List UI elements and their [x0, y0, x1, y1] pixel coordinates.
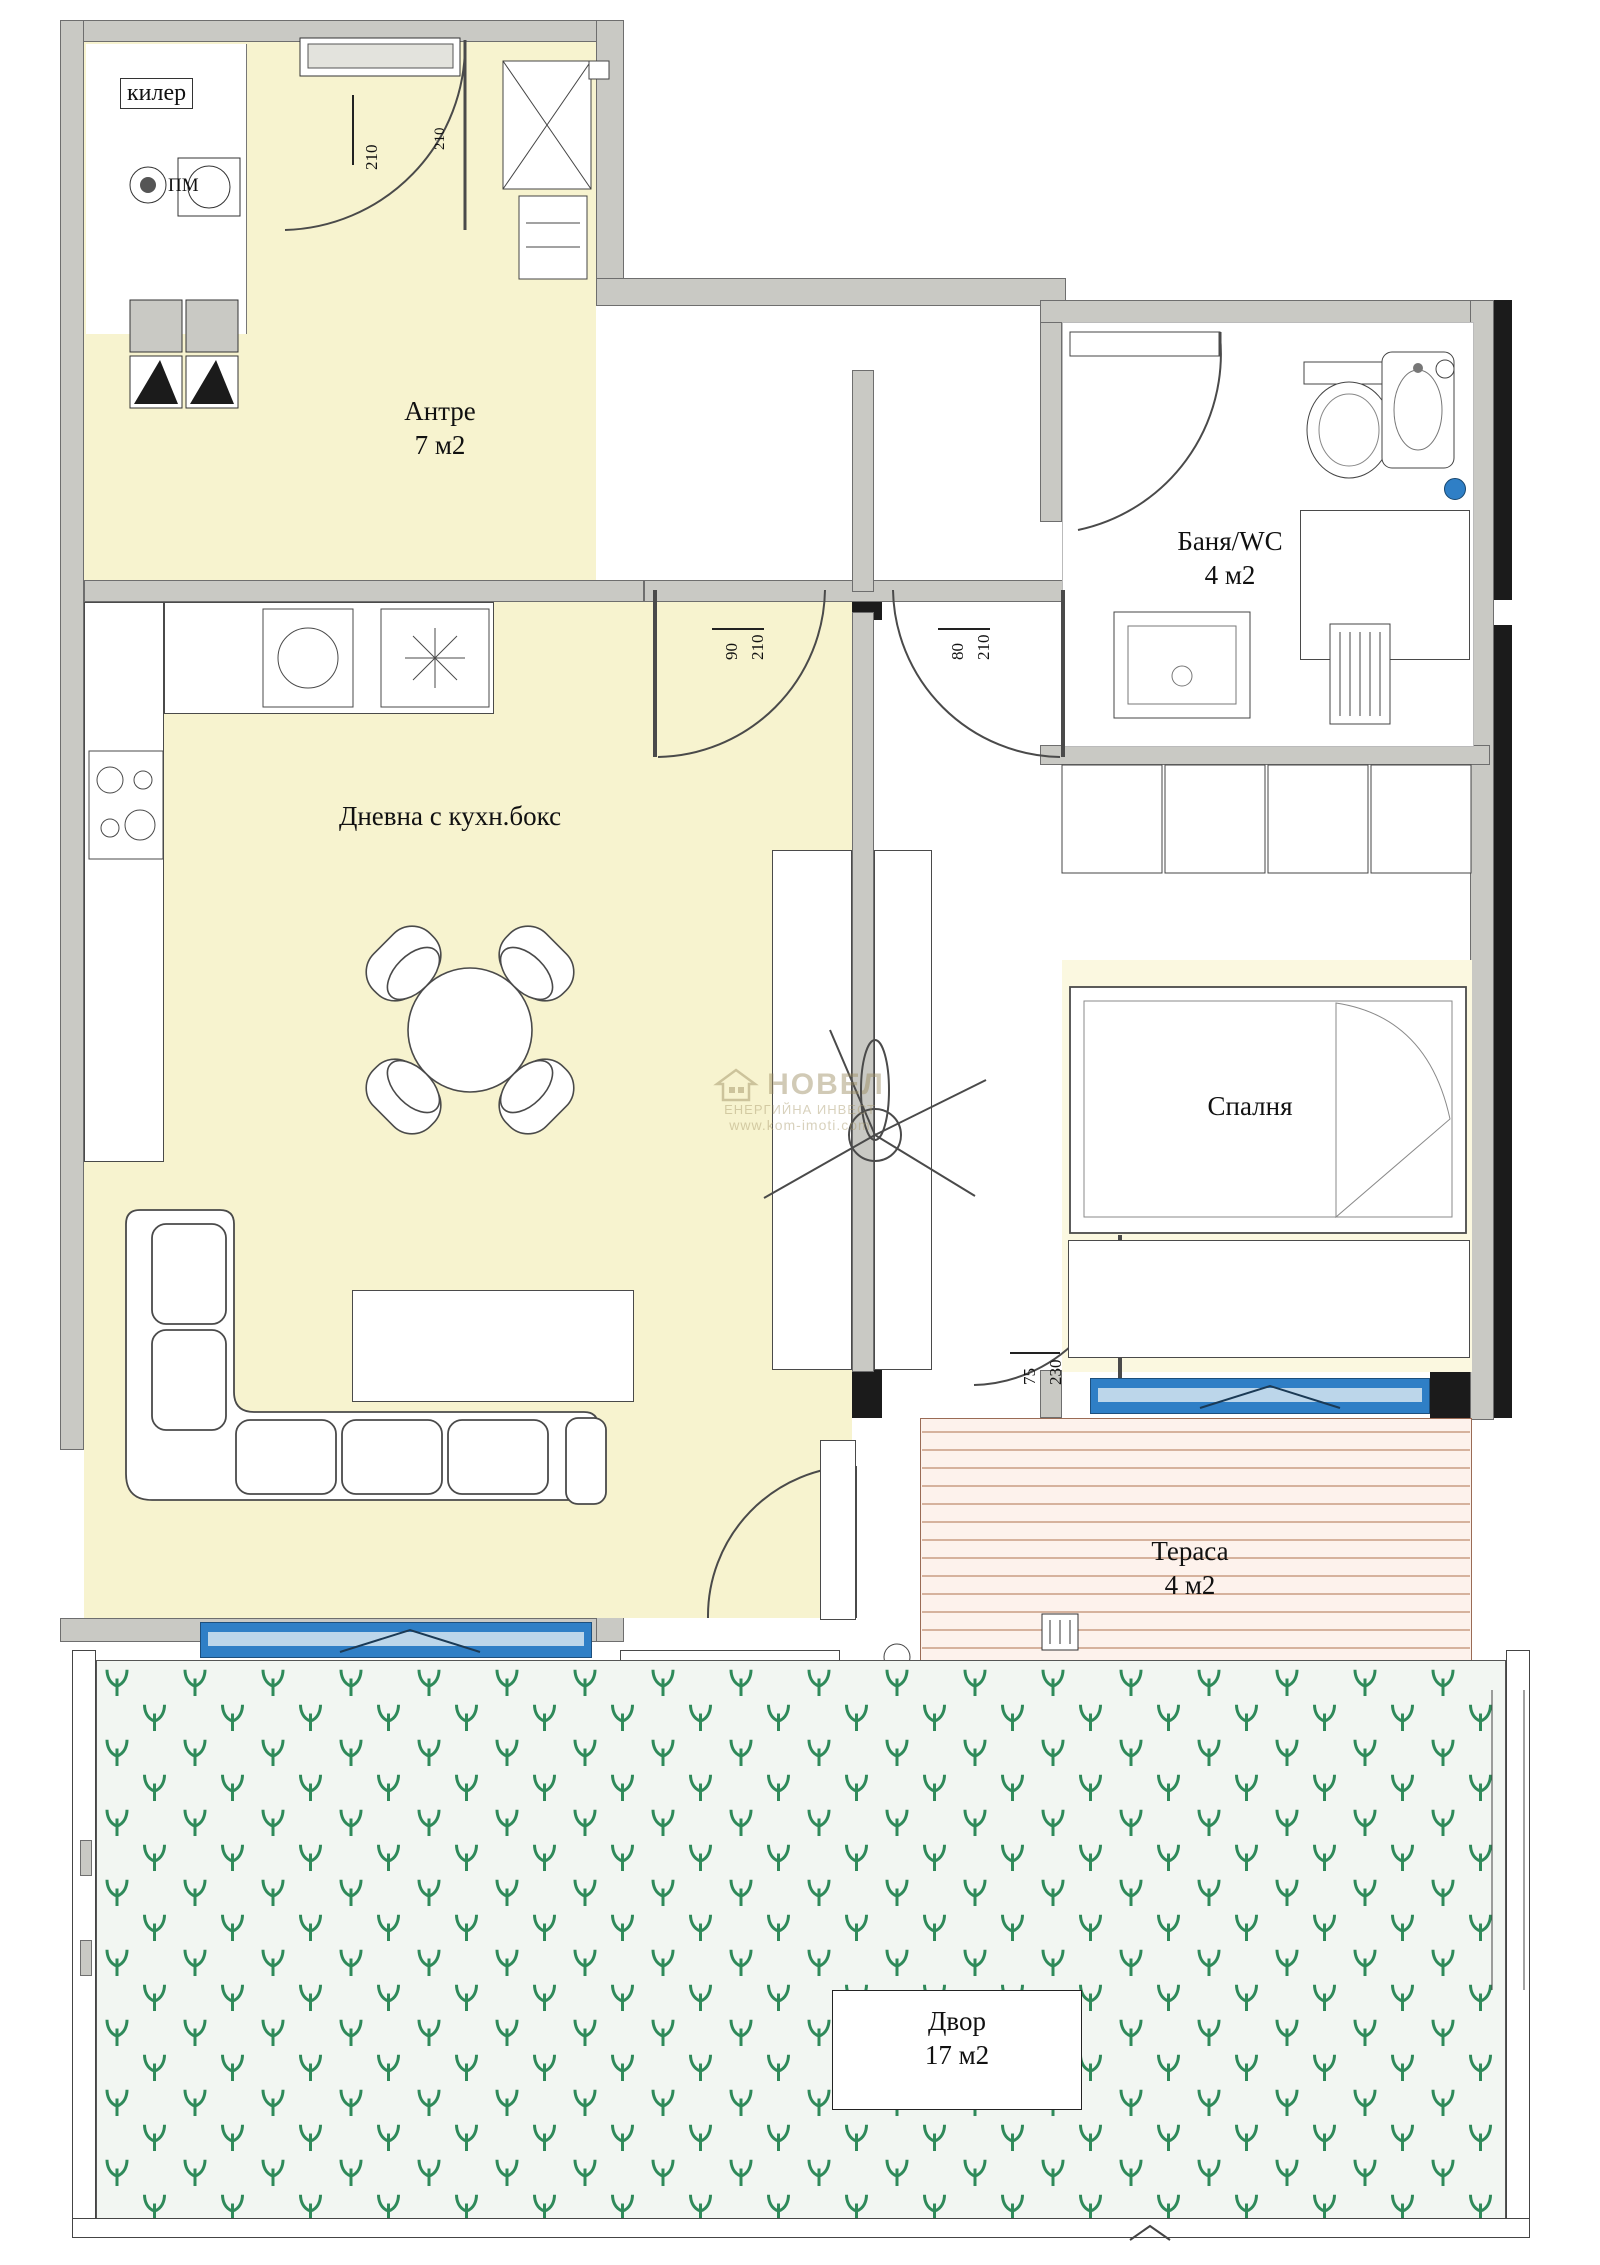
- kitchen-counter: [84, 602, 164, 1162]
- door-dim-line: [938, 628, 990, 630]
- room-area: 4 м2: [1204, 559, 1256, 590]
- water-dot-icon: [1444, 478, 1466, 500]
- room-name: Дневна с кухн.бокс: [338, 801, 562, 831]
- cooktop-icon: [88, 750, 164, 860]
- door-dim-230: 230: [1046, 1359, 1065, 1385]
- door-dim-90: 90: [722, 643, 741, 660]
- room-name: Спалня: [1207, 1091, 1293, 1121]
- wall-segment: [1040, 745, 1490, 765]
- room-name: Баня/WC: [1177, 526, 1283, 556]
- door-dim-210-c: 210: [974, 634, 993, 660]
- yard-post: [80, 1840, 92, 1876]
- bath-wall-cabinets: [1062, 765, 1472, 875]
- door-dim-line: [1010, 1352, 1060, 1354]
- shower-icon: [1432, 358, 1458, 380]
- room-name: Двор: [928, 2006, 986, 2036]
- door-dim-210-b: 210: [748, 634, 767, 660]
- mirror-cabinet: [1112, 610, 1252, 720]
- yard-gate: [1480, 1690, 1540, 1990]
- sofa: [118, 1190, 638, 1620]
- window-living-opening: [340, 1622, 480, 1662]
- room-area: 17 м2: [924, 2039, 990, 2070]
- watermark-brand: НОВЕЛ: [767, 1068, 885, 1101]
- wall-segment: [596, 278, 1066, 306]
- radiator-icon: [1320, 620, 1400, 730]
- door-dim-alt: 210: [432, 127, 448, 150]
- wall-segment: [852, 612, 874, 1372]
- room-name: Тераса: [1151, 1536, 1229, 1566]
- sink-icon: [380, 608, 490, 708]
- wall-segment: [60, 20, 84, 1450]
- pantry-shelves: [130, 300, 240, 410]
- yard-post: [80, 1940, 92, 1976]
- door-bath-80: [888, 585, 1068, 765]
- wall-segment: [1040, 322, 1062, 522]
- wall-segment: [84, 580, 644, 602]
- watermark-url: www.kom-imoti.com: [729, 1117, 871, 1133]
- room-label-terrace: [1040, 1535, 1340, 1603]
- window-bedroom-opening: [1200, 1378, 1340, 1418]
- yard-area: [96, 1660, 1506, 2220]
- room-label-bath: [1080, 525, 1380, 593]
- dishwasher-icon: [262, 608, 354, 708]
- bed-bench: [1068, 1240, 1470, 1358]
- wall-segment: [852, 370, 874, 592]
- dining-set: [330, 900, 610, 1160]
- watermark-subtitle: ЕНЕРГИЙНА ИНВЕСТ: [724, 1102, 876, 1117]
- door-dim-75: 75: [1020, 1368, 1039, 1385]
- ceiling-fan-icon: [760, 1020, 990, 1250]
- room-label-living: [190, 800, 710, 834]
- room-label-antre: [300, 395, 580, 463]
- ceiling-hatch: [502, 60, 592, 190]
- hall-wardrobe: [518, 195, 588, 280]
- yard-fence-bottom: [72, 2218, 1530, 2238]
- terrace-threshold: [820, 1440, 856, 1620]
- room-area: 4 м2: [1164, 1569, 1216, 1600]
- room-name: Антре: [404, 396, 476, 426]
- wall-segment: [1040, 300, 1475, 324]
- room-label-kiler: килер: [120, 78, 193, 109]
- room-area: 7 м2: [414, 429, 466, 460]
- door-dim-210-entry: 210: [362, 144, 381, 170]
- terrace-drain-icon: [1040, 1612, 1080, 1652]
- door-dim-line: [712, 628, 764, 630]
- room-label-yard: [832, 1990, 1082, 2110]
- hall-corner-fitting: [588, 60, 610, 80]
- yard-marker: [1130, 2220, 1170, 2246]
- bath-door: [1068, 330, 1268, 540]
- door-dim-line: [352, 95, 354, 165]
- door-dim-80: 80: [948, 643, 967, 660]
- room-label-bedroom: [1100, 1090, 1400, 1124]
- door-living-hall-90: [650, 585, 830, 765]
- washer-label: ПМ: [168, 175, 199, 196]
